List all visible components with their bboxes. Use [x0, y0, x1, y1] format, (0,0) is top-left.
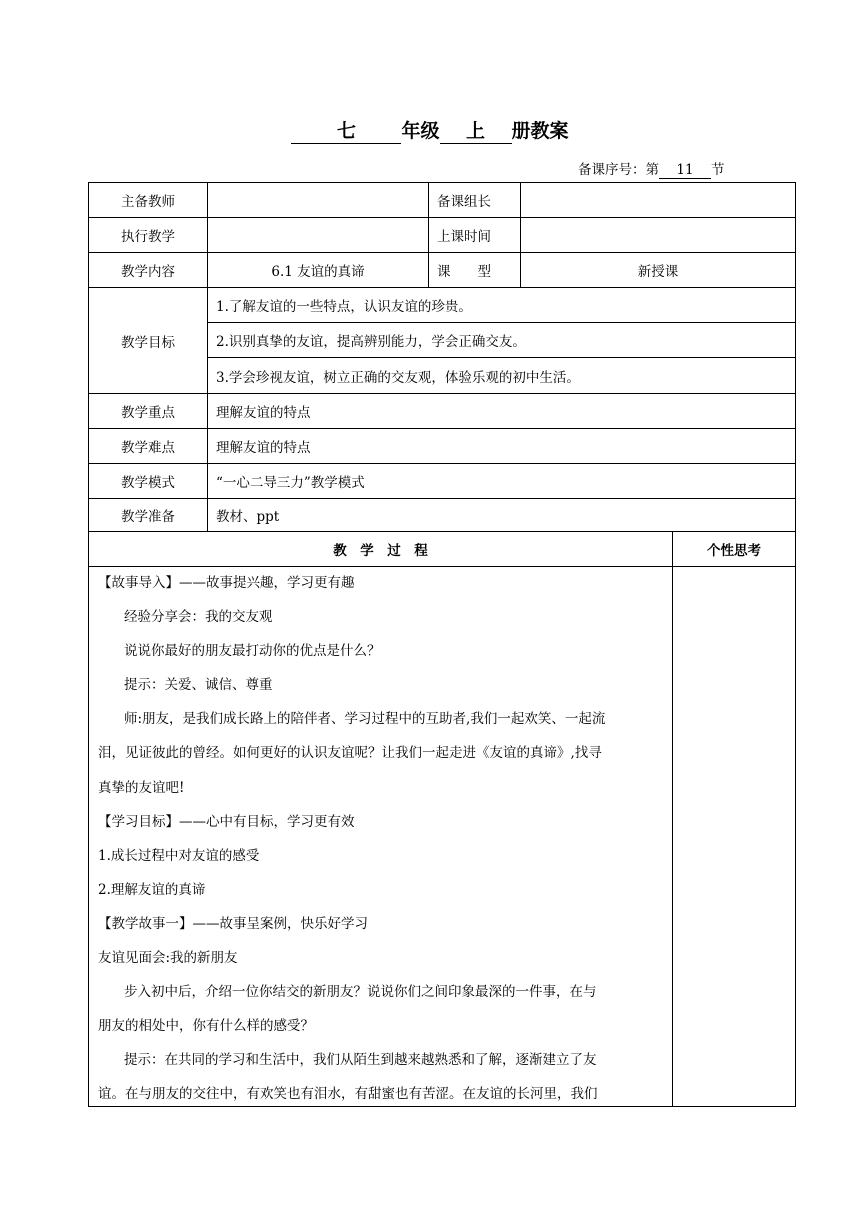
- page-title: [0, 116, 860, 144]
- process-line: 说说你最好的朋友最打动你的优点是什么？: [124, 643, 381, 660]
- process-line: 友谊见面会:我的新朋友: [98, 950, 238, 967]
- mode-label: 教学模式: [121, 475, 175, 491]
- prep-label: 教学准备: [121, 509, 175, 525]
- reflection-header: 个性思考: [707, 543, 761, 559]
- class-time-value: [521, 218, 795, 252]
- process-line: 师:朋友，是我们成长路上的陪伴者、学习过程中的互助者,我们一起欢笑、一起流: [124, 711, 606, 728]
- lesson-type-label: 课 型: [437, 264, 491, 280]
- difficulty-label: 教学难点: [121, 440, 175, 456]
- lead-teacher-value: [208, 183, 428, 217]
- lesson-suffix: 节: [711, 162, 725, 178]
- process-line: 提示：关爱、诚信、尊重: [124, 677, 273, 694]
- key-point-label: 教学重点: [121, 405, 175, 421]
- exec-teaching-value: [208, 218, 428, 252]
- grade-value: 七: [291, 116, 401, 144]
- lead-teacher-label: 主备教师: [121, 194, 175, 210]
- process-line: 经验分享会：我的交友观: [124, 609, 273, 626]
- process-line: 步入初中后，介绍一位你结交的新朋友？说说你们之间印象最深的一件事，在与: [124, 984, 597, 1001]
- difficulty-value: 理解友谊的特点: [216, 440, 311, 456]
- group-leader-value: [521, 183, 795, 217]
- process-line: 1.成长过程中对友谊的感受: [98, 847, 260, 864]
- process-line: 真挚的友谊吧!: [98, 779, 185, 796]
- mode-value: “一心二导三力”教学模式: [216, 475, 365, 491]
- class-time-label: 上课时间: [437, 229, 491, 245]
- group-leader-label: 备课组长: [437, 194, 491, 210]
- reflection-cell: [673, 567, 795, 1106]
- lesson-type-value: 新授课: [637, 264, 679, 280]
- process-header: 教 学 过 程: [333, 543, 428, 559]
- key-point-value: 理解友谊的特点: [216, 405, 311, 421]
- lesson-label: 备课序号：第: [578, 162, 659, 178]
- term-suffix: 册教案: [511, 120, 569, 142]
- term-value: 上: [440, 116, 512, 144]
- process-line: 泪，见证彼此的曾经。如何更好的认识友谊呢？让我们一起走进《友谊的真谛》,找寻: [98, 745, 602, 762]
- process-body: [98, 566, 670, 1106]
- grade-suffix: 年级: [401, 120, 440, 142]
- goal-item-3: 3.学会珍视友谊，树立正确的交友观，体验乐观的初中生活。: [216, 369, 580, 386]
- goal-item-1: 1.了解友谊的一些特点，认识友谊的珍贵。: [216, 299, 472, 315]
- exec-teaching-label: 执行教学: [121, 229, 175, 245]
- process-line: 提示：在共同的学习和生活中，我们从陌生到越来越熟悉和了解，逐渐建立了友: [124, 1052, 597, 1069]
- lesson-no-value: 11: [659, 162, 711, 179]
- process-line: 【故事导入】——故事提兴趣，学习更有趣: [98, 575, 355, 591]
- process-line: 朋友的相处中，你有什么样的感受？: [98, 1018, 314, 1035]
- goal-item-2: 2.识别真挚的友谊，提高辨别能力，学会正确交友。: [216, 334, 526, 350]
- lesson-number: [578, 158, 725, 179]
- process-line: 2.理解友谊的真谛: [98, 881, 206, 898]
- content-value: 6.1 友谊的真谛: [271, 264, 365, 280]
- content-label: 教学内容: [121, 264, 175, 280]
- process-line: 【学习目标】——心中有目标，学习更有效: [98, 813, 355, 830]
- process-line: 【教学故事一】——故事呈案例，快乐好学习: [98, 915, 368, 932]
- process-line: 谊。在与朋友的交往中，有欢笑也有泪水，有甜蜜也有苦涩。在友谊的长河里，我们: [98, 1086, 598, 1103]
- goals-label: 教学目标: [121, 334, 175, 351]
- prep-value: 教材、ppt: [216, 509, 280, 525]
